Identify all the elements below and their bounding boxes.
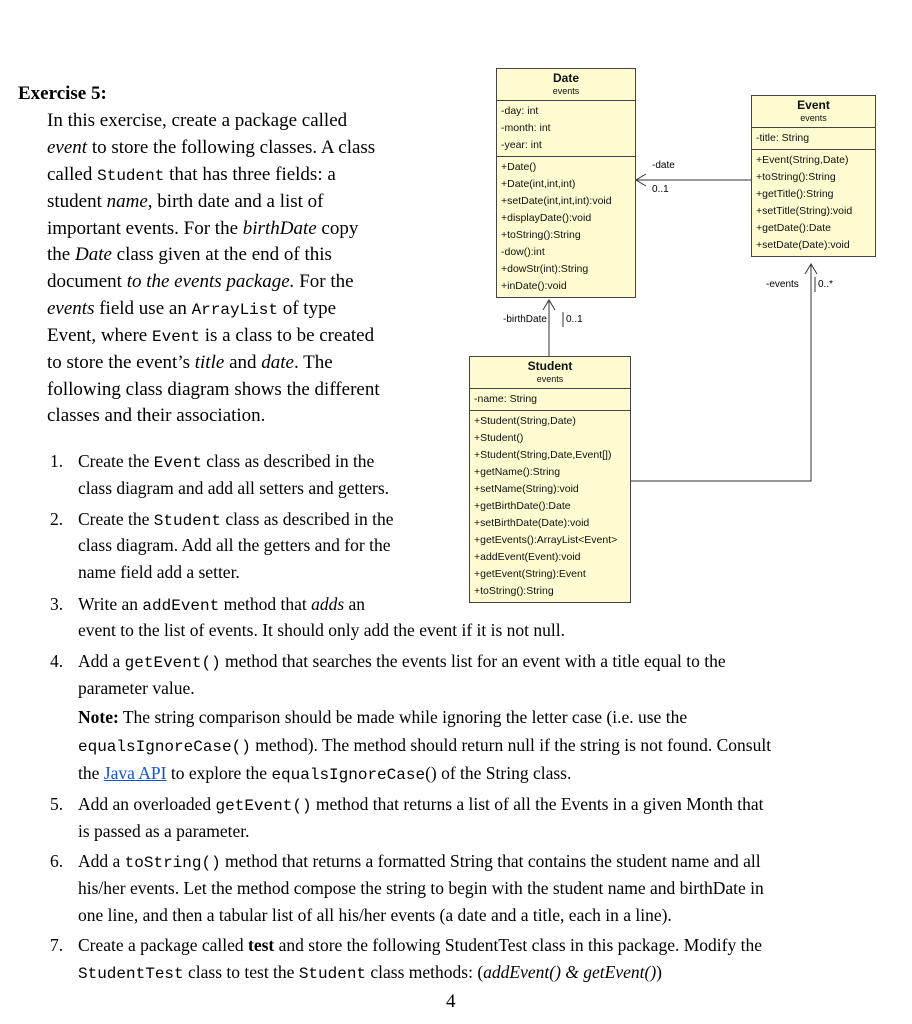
class-member: +setDate(int,int,int):void xyxy=(501,195,612,207)
code-text: Student xyxy=(298,965,367,983)
text-run: Write an xyxy=(78,594,143,614)
class-member: -day: int xyxy=(501,105,539,117)
text-run: called xyxy=(47,164,98,185)
role-label-date: -date xyxy=(652,160,675,171)
bold-text: Note: xyxy=(78,707,119,727)
class-member: +displayDate():void xyxy=(501,212,592,224)
class-member: -name: String xyxy=(474,393,538,405)
code-text: ArrayList xyxy=(191,301,278,319)
text-run: name field add a setter. xyxy=(78,562,240,582)
text-run: method that searches the events list for an event with a title equal to the xyxy=(220,651,726,671)
text-run: , birth date and a list of xyxy=(147,191,324,212)
class-member: +getDate():Date xyxy=(756,222,831,234)
bold-text: test xyxy=(248,935,275,955)
class-stereotype: events xyxy=(800,113,827,123)
code-text: Event xyxy=(153,454,202,472)
list-number: 5. xyxy=(50,794,64,814)
class-name: Event xyxy=(797,98,830,112)
list-number: 1. xyxy=(50,451,64,471)
text-run: . The xyxy=(293,352,333,373)
class-member: -title: String xyxy=(756,132,810,144)
list-number: 2. xyxy=(50,509,64,529)
class-stereotype: events xyxy=(552,86,580,96)
class-member: +inDate():void xyxy=(501,280,567,292)
text-run: Event, where xyxy=(47,325,152,346)
list-number: 6. xyxy=(50,851,64,871)
text-run: For the xyxy=(294,271,354,292)
text-run: the xyxy=(78,763,104,783)
list-number: 4. xyxy=(50,651,64,671)
italic-text: event xyxy=(47,137,88,158)
text-run: classes and their association. xyxy=(47,405,266,426)
class-member: +toString():String xyxy=(501,229,581,241)
text-run: is a class to be created xyxy=(200,325,375,346)
class-member: +Date() xyxy=(501,161,537,173)
text-run: () of the String class. xyxy=(425,763,572,783)
text-run: The string comparison should be made while ignoring the letter case (i.e. use the xyxy=(118,707,688,727)
text-run: class diagram. Add all the getters and for the xyxy=(78,535,391,555)
class-member: +getName():String xyxy=(474,466,561,478)
code-text: toString() xyxy=(124,854,221,872)
class-member: +addEvent(Event):void xyxy=(474,551,581,563)
text-run: field use an xyxy=(94,298,192,319)
page-number: 4 xyxy=(446,991,456,1012)
class-name: Date xyxy=(552,71,579,85)
text-run: of type xyxy=(277,298,337,319)
italic-text: birthDate xyxy=(242,218,317,239)
code-text: getEvent() xyxy=(124,654,221,672)
italic-text: adds xyxy=(311,594,345,614)
list-number: 3. xyxy=(50,594,64,614)
text-run: to store the event’s xyxy=(47,352,195,373)
list-number: 7. xyxy=(50,935,64,955)
text-run: class as described in the xyxy=(221,509,394,529)
text-run: Add an overloaded xyxy=(78,794,216,814)
text-run: event to the list of events. It should only add the event if it is not null. xyxy=(78,620,566,640)
class-member: -dow():int xyxy=(501,246,545,258)
multiplicity-date: 0..1 xyxy=(652,184,669,195)
multiplicity-birthdate: 0..1 xyxy=(566,314,583,325)
italic-text: date xyxy=(261,352,294,373)
code-text: Student xyxy=(97,167,165,185)
class-member: +setBirthDate(Date):void xyxy=(474,517,590,529)
class-member: +setDate(Date):void xyxy=(756,239,850,251)
class-member: -year: int xyxy=(501,139,542,151)
text-run: document xyxy=(47,271,127,292)
class-member: -month: int xyxy=(501,122,551,134)
italic-text: Date xyxy=(74,244,112,265)
text-run: following class diagram shows the different xyxy=(47,379,380,400)
text-run: Create the xyxy=(78,509,154,529)
class-member: +setName(String):void xyxy=(474,483,579,495)
italic-text: addEvent() & getEvent() xyxy=(483,962,657,982)
italic-text: to the events package. xyxy=(126,271,295,292)
text-run: Add a xyxy=(78,851,125,871)
text-run: Create a package called xyxy=(78,935,249,955)
class-member: +Event(String,Date) xyxy=(756,154,849,166)
class-member: +Student(String,Date,Event[]) xyxy=(474,449,612,461)
class-member: +Date(int,int,int) xyxy=(501,178,576,190)
multiplicity-events: 0..* xyxy=(818,279,834,290)
class-stereotype: events xyxy=(536,374,564,384)
code-text: Student xyxy=(153,512,222,530)
class-member: +toString():String xyxy=(474,585,554,597)
class-member: +getBirthDate():Date xyxy=(474,500,571,512)
text-run: one line, and then a tabular list of all his/her events (a date and a title, each in a line). xyxy=(78,905,672,925)
text-run: that has three fields: a xyxy=(164,164,336,185)
text-run: class methods: ( xyxy=(366,962,484,982)
text-run: his/her events. Let the method compose the string to begin with the student name and birthDate in xyxy=(78,878,764,898)
text-run: parameter value. xyxy=(78,678,195,698)
class-member: +Student() xyxy=(474,432,524,444)
italic-text: events xyxy=(47,298,95,319)
text-run: class as described in the xyxy=(201,451,375,471)
class-member: +getEvent(String):Event xyxy=(474,568,586,580)
text-run: and xyxy=(224,352,262,373)
text-run: an xyxy=(344,594,366,614)
text-run: to store the following classes. A class xyxy=(87,137,376,158)
text-run: and store the following StudentTest class in this package. Modify the xyxy=(274,935,762,955)
text-run: class diagram and add all setters and getters. xyxy=(78,478,390,498)
code-text: Event xyxy=(151,328,200,346)
class-member: +getEvents():ArrayList<Event> xyxy=(474,534,618,546)
text-run: student xyxy=(47,191,107,212)
text-run: is passed as a parameter. xyxy=(78,821,250,841)
code-text: equalsIgnoreCase xyxy=(271,766,426,784)
text-run: In this exercise, create a package called xyxy=(47,110,348,131)
role-label-events: -events xyxy=(766,279,799,290)
code-text: equalsIgnoreCase() xyxy=(78,738,251,756)
text-run: Create the xyxy=(78,451,154,471)
role-label-birthdate: -birthDate xyxy=(503,314,547,325)
code-text: getEvent() xyxy=(215,797,312,815)
text-run: copy xyxy=(316,218,359,239)
exercise-heading: Exercise 5: xyxy=(18,83,107,104)
java-api-link[interactable]: Java API xyxy=(103,763,167,783)
italic-text: name xyxy=(106,191,148,212)
text-run: to explore the xyxy=(166,763,272,783)
text-run: class given at the end of this xyxy=(111,244,332,265)
text-run: method that xyxy=(219,594,312,614)
text-run: method that returns a formatted String that contains the student name and all xyxy=(220,851,761,871)
text-run: Add a xyxy=(78,651,125,671)
text-run: ) xyxy=(656,962,662,982)
text-run: method that returns a list of all the Events in a given Month that xyxy=(311,794,764,814)
class-member: +toString():String xyxy=(756,171,836,183)
class-member: +dowStr(int):String xyxy=(501,263,589,275)
text-run: the xyxy=(47,244,75,265)
class-member: +setTitle(String):void xyxy=(756,205,853,217)
code-text: addEvent xyxy=(142,597,220,615)
text-run: class to test the xyxy=(183,962,299,982)
class-member: +getTitle():String xyxy=(756,188,834,200)
italic-text: title xyxy=(194,352,225,373)
class-member: +Student(String,Date) xyxy=(474,415,576,427)
text-run: method). The method should return null if the string is not found. Consult xyxy=(250,735,772,755)
text-run: important events. For the xyxy=(47,218,243,239)
class-name: Student xyxy=(527,359,573,373)
code-text: StudentTest xyxy=(78,965,184,983)
